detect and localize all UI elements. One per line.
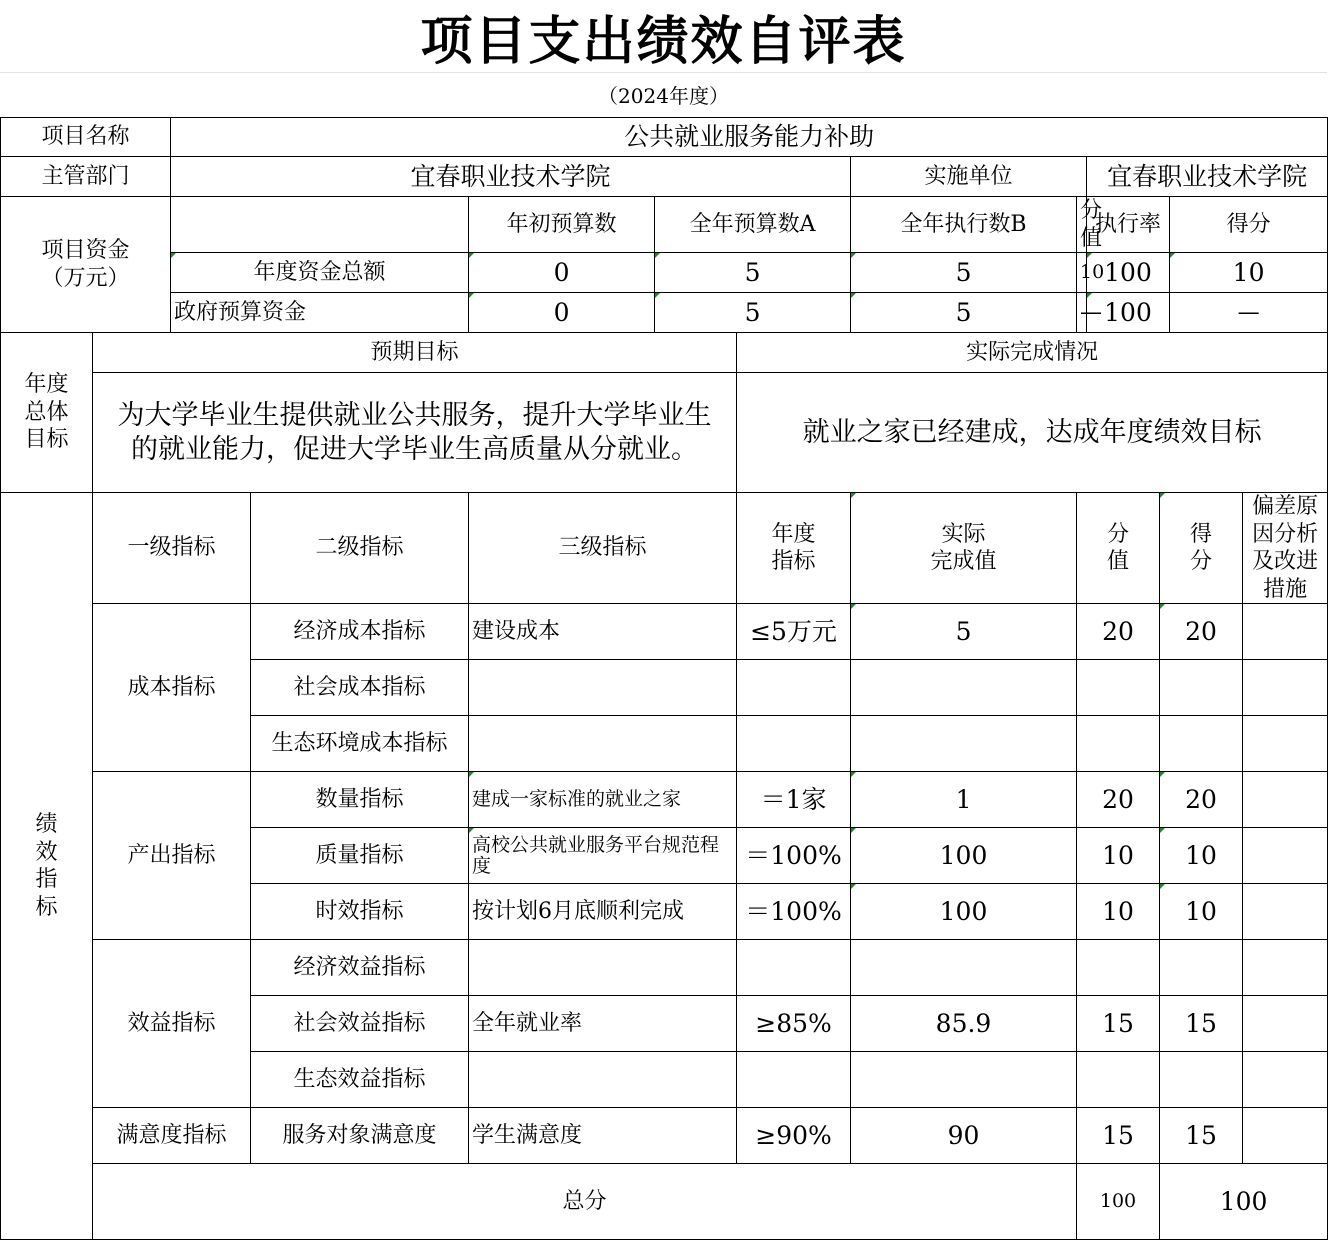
indicators-label-char: 标: [35, 894, 58, 920]
actual-value: [851, 940, 1077, 996]
project-name-value: 公共就业服务能力补助: [171, 118, 1328, 157]
header-level1: 一级指标: [93, 493, 251, 604]
expected-goal-header: 预期目标: [93, 333, 737, 373]
funds-header-executed: 全年执行数B: [851, 197, 1077, 253]
header-annual-target-line2: 指标: [771, 549, 816, 574]
evaluation-table: [0, 117, 1328, 1240]
goals-label-line3: 目标: [24, 427, 69, 453]
header-deviation: [1243, 493, 1328, 604]
header-annual-target-line1: 年度: [771, 521, 816, 547]
department-row: [1, 157, 1328, 197]
level3-name: [469, 660, 737, 716]
funds-row-score-value: —: [1077, 293, 1087, 333]
funds-row-name: 政府预算资金: [171, 293, 469, 333]
actual-value: [851, 716, 1077, 772]
funds-header-full: 全年预算数A: [655, 197, 851, 253]
funds-row-name: 年度资金总额: [171, 253, 469, 293]
level3-name: 建设成本: [469, 604, 737, 660]
score-value: 15: [1077, 996, 1160, 1052]
total-score-value: 100: [1077, 1164, 1160, 1240]
level2-name: 社会成本指标: [251, 660, 469, 716]
funds-header-score-value: 分值: [1077, 197, 1087, 253]
annual-target: ＝1家: [737, 772, 851, 828]
funds-row: [1, 293, 1328, 333]
actual-value: 85.9: [851, 996, 1077, 1052]
level2-name: 质量指标: [251, 828, 469, 884]
actual-value: 1: [851, 772, 1077, 828]
funds-row-full: 5: [655, 253, 851, 293]
total-label: 总分: [93, 1164, 1077, 1240]
header-level2: 二级指标: [251, 493, 469, 604]
score-value: 10: [1077, 884, 1160, 940]
goals-label: [1, 333, 93, 493]
level3-name: 建成一家标准的就业之家: [469, 772, 737, 828]
score-value: [1077, 1052, 1160, 1108]
deviation: [1243, 828, 1328, 884]
funds-label-line2: （万元）: [41, 265, 130, 291]
funds-row-score: —: [1170, 293, 1328, 333]
score: [1160, 940, 1243, 996]
actual-value: 100: [851, 828, 1077, 884]
deviation: [1243, 1052, 1328, 1108]
indicator-row: [1, 1108, 1328, 1164]
header-annual-target: [737, 493, 851, 604]
header-deviation-line2: 及改进措施: [1252, 549, 1319, 602]
header-score: [1160, 493, 1243, 604]
level1-name: 效益指标: [93, 940, 251, 1108]
header-score-line2: 分: [1190, 549, 1213, 574]
level2-name: 社会效益指标: [251, 996, 469, 1052]
page-title: 项目支出绩效自评表: [420, 10, 907, 72]
department-label: 主管部门: [1, 157, 171, 197]
funds-header-blank: [171, 197, 469, 253]
level2-name: 生态效益指标: [251, 1052, 469, 1108]
goals-row: [1, 373, 1328, 493]
score: 10: [1160, 828, 1243, 884]
deviation: [1243, 604, 1328, 660]
funds-header-score: 得分: [1170, 197, 1328, 253]
score-value: 20: [1077, 772, 1160, 828]
actual-value: [851, 1052, 1077, 1108]
score: [1160, 716, 1243, 772]
level2-name: 时效指标: [251, 884, 469, 940]
level1-name: 成本指标: [93, 604, 251, 772]
funds-label-line1: 项目资金: [41, 238, 130, 263]
score-value: [1077, 940, 1160, 996]
project-name-row: [1, 118, 1328, 157]
indicator-header-row: [1, 493, 1328, 604]
actual-result-text: 就业之家已经建成，达成年度绩效目标: [737, 373, 1328, 493]
funds-header-initial: 年初预算数: [469, 197, 655, 253]
level3-name: 按计划6月底顺利完成: [469, 884, 737, 940]
level3-name: [469, 716, 737, 772]
indicators-label: [1, 493, 93, 1240]
expected-goal-text: 为大学毕业生提供就业公共服务，提升大学毕业生的就业能力，促进大学毕业生高质量从分就业。: [93, 373, 737, 493]
annual-target: ≥90%: [737, 1108, 851, 1164]
score: [1160, 660, 1243, 716]
total-score: 100: [1160, 1164, 1328, 1240]
score: 20: [1160, 604, 1243, 660]
funds-header-rate: 执行率: [1087, 197, 1170, 253]
funds-row-executed: 5: [851, 293, 1077, 333]
deviation: [1243, 1108, 1328, 1164]
indicator-row: [1, 604, 1328, 660]
funds-row-full: 5: [655, 293, 851, 333]
actual-value: 90: [851, 1108, 1077, 1164]
deviation: [1243, 884, 1328, 940]
deviation: [1243, 660, 1328, 716]
header-actual-value-line2: 完成值: [930, 549, 997, 574]
actual-result-header: 实际完成情况: [737, 333, 1328, 373]
department-value: 宜春职业技术学院: [171, 157, 851, 197]
score: 15: [1160, 996, 1243, 1052]
annual-target: [737, 1052, 851, 1108]
level1-name: 产出指标: [93, 772, 251, 940]
header-score-value-line2: 值: [1107, 549, 1130, 574]
actual-value: 100: [851, 884, 1077, 940]
implementing-unit-value: 宜春职业技术学院: [1087, 157, 1328, 197]
actual-value: [851, 660, 1077, 716]
score: 15: [1160, 1108, 1243, 1164]
header-score-value: [1077, 493, 1160, 604]
level3-name: [469, 940, 737, 996]
indicator-row: [1, 940, 1328, 996]
year-label: （2024年度）: [598, 84, 729, 108]
deviation: [1243, 772, 1328, 828]
indicators-label-char: 效: [35, 839, 58, 865]
level2-name: 生态环境成本指标: [251, 716, 469, 772]
level2-name: 经济成本指标: [251, 604, 469, 660]
level3-name: 全年就业率: [469, 996, 737, 1052]
indicator-row: [1, 772, 1328, 828]
total-row: [1, 1164, 1328, 1240]
funds-row: [1, 253, 1328, 293]
score-value: [1077, 660, 1160, 716]
header-actual-value-line1: 实际: [941, 521, 986, 547]
annual-target: ≥85%: [737, 996, 851, 1052]
actual-value: 5: [851, 604, 1077, 660]
score-value: [1077, 716, 1160, 772]
implementing-unit-label: 实施单位: [851, 157, 1087, 197]
score: [1160, 1052, 1243, 1108]
level2-name: 数量指标: [251, 772, 469, 828]
header-score-value-line1: 分: [1107, 521, 1130, 547]
indicators-label-char: 绩: [35, 812, 58, 837]
annual-target: [737, 660, 851, 716]
level3-name: [469, 1052, 737, 1108]
funds-row-rate: 100: [1087, 293, 1170, 333]
score-value: 15: [1077, 1108, 1160, 1164]
funds-label: [1, 197, 171, 333]
funds-row-initial: 0: [469, 253, 655, 293]
score: 10: [1160, 884, 1243, 940]
annual-target: ＝100%: [737, 884, 851, 940]
level3-name: 高校公共就业服务平台规范程度: [469, 828, 737, 884]
level1-name: 满意度指标: [93, 1108, 251, 1164]
score-value: 20: [1077, 604, 1160, 660]
score: 20: [1160, 772, 1243, 828]
funds-row-executed: 5: [851, 253, 1077, 293]
deviation: [1243, 940, 1328, 996]
score-value: 10: [1077, 828, 1160, 884]
funds-row-rate: 100: [1087, 253, 1170, 293]
funds-header-row: [1, 197, 1328, 253]
deviation: [1243, 996, 1328, 1052]
annual-target: [737, 940, 851, 996]
level2-name: 经济效益指标: [251, 940, 469, 996]
deviation: [1243, 716, 1328, 772]
annual-target: ＝100%: [737, 828, 851, 884]
header-score-line1: 得: [1190, 521, 1213, 547]
header-deviation-line1: 偏差原因分析: [1252, 494, 1319, 547]
goals-label-line2: 总体: [24, 399, 69, 425]
level2-name: 服务对象满意度: [251, 1108, 469, 1164]
annual-target: [737, 716, 851, 772]
header-actual-value: [851, 493, 1077, 604]
level3-name: 学生满意度: [469, 1108, 737, 1164]
indicators-label-char: 指: [35, 867, 58, 892]
goals-header-row: [1, 333, 1328, 373]
funds-row-score: 10: [1170, 253, 1328, 293]
funds-row-initial: 0: [469, 293, 655, 333]
funds-row-score-value: 10: [1077, 253, 1087, 293]
header-level3: 三级指标: [469, 493, 737, 604]
project-name-label: 项目名称: [1, 118, 171, 157]
annual-target: ≤5万元: [737, 604, 851, 660]
goals-label-line1: 年度: [24, 372, 69, 398]
